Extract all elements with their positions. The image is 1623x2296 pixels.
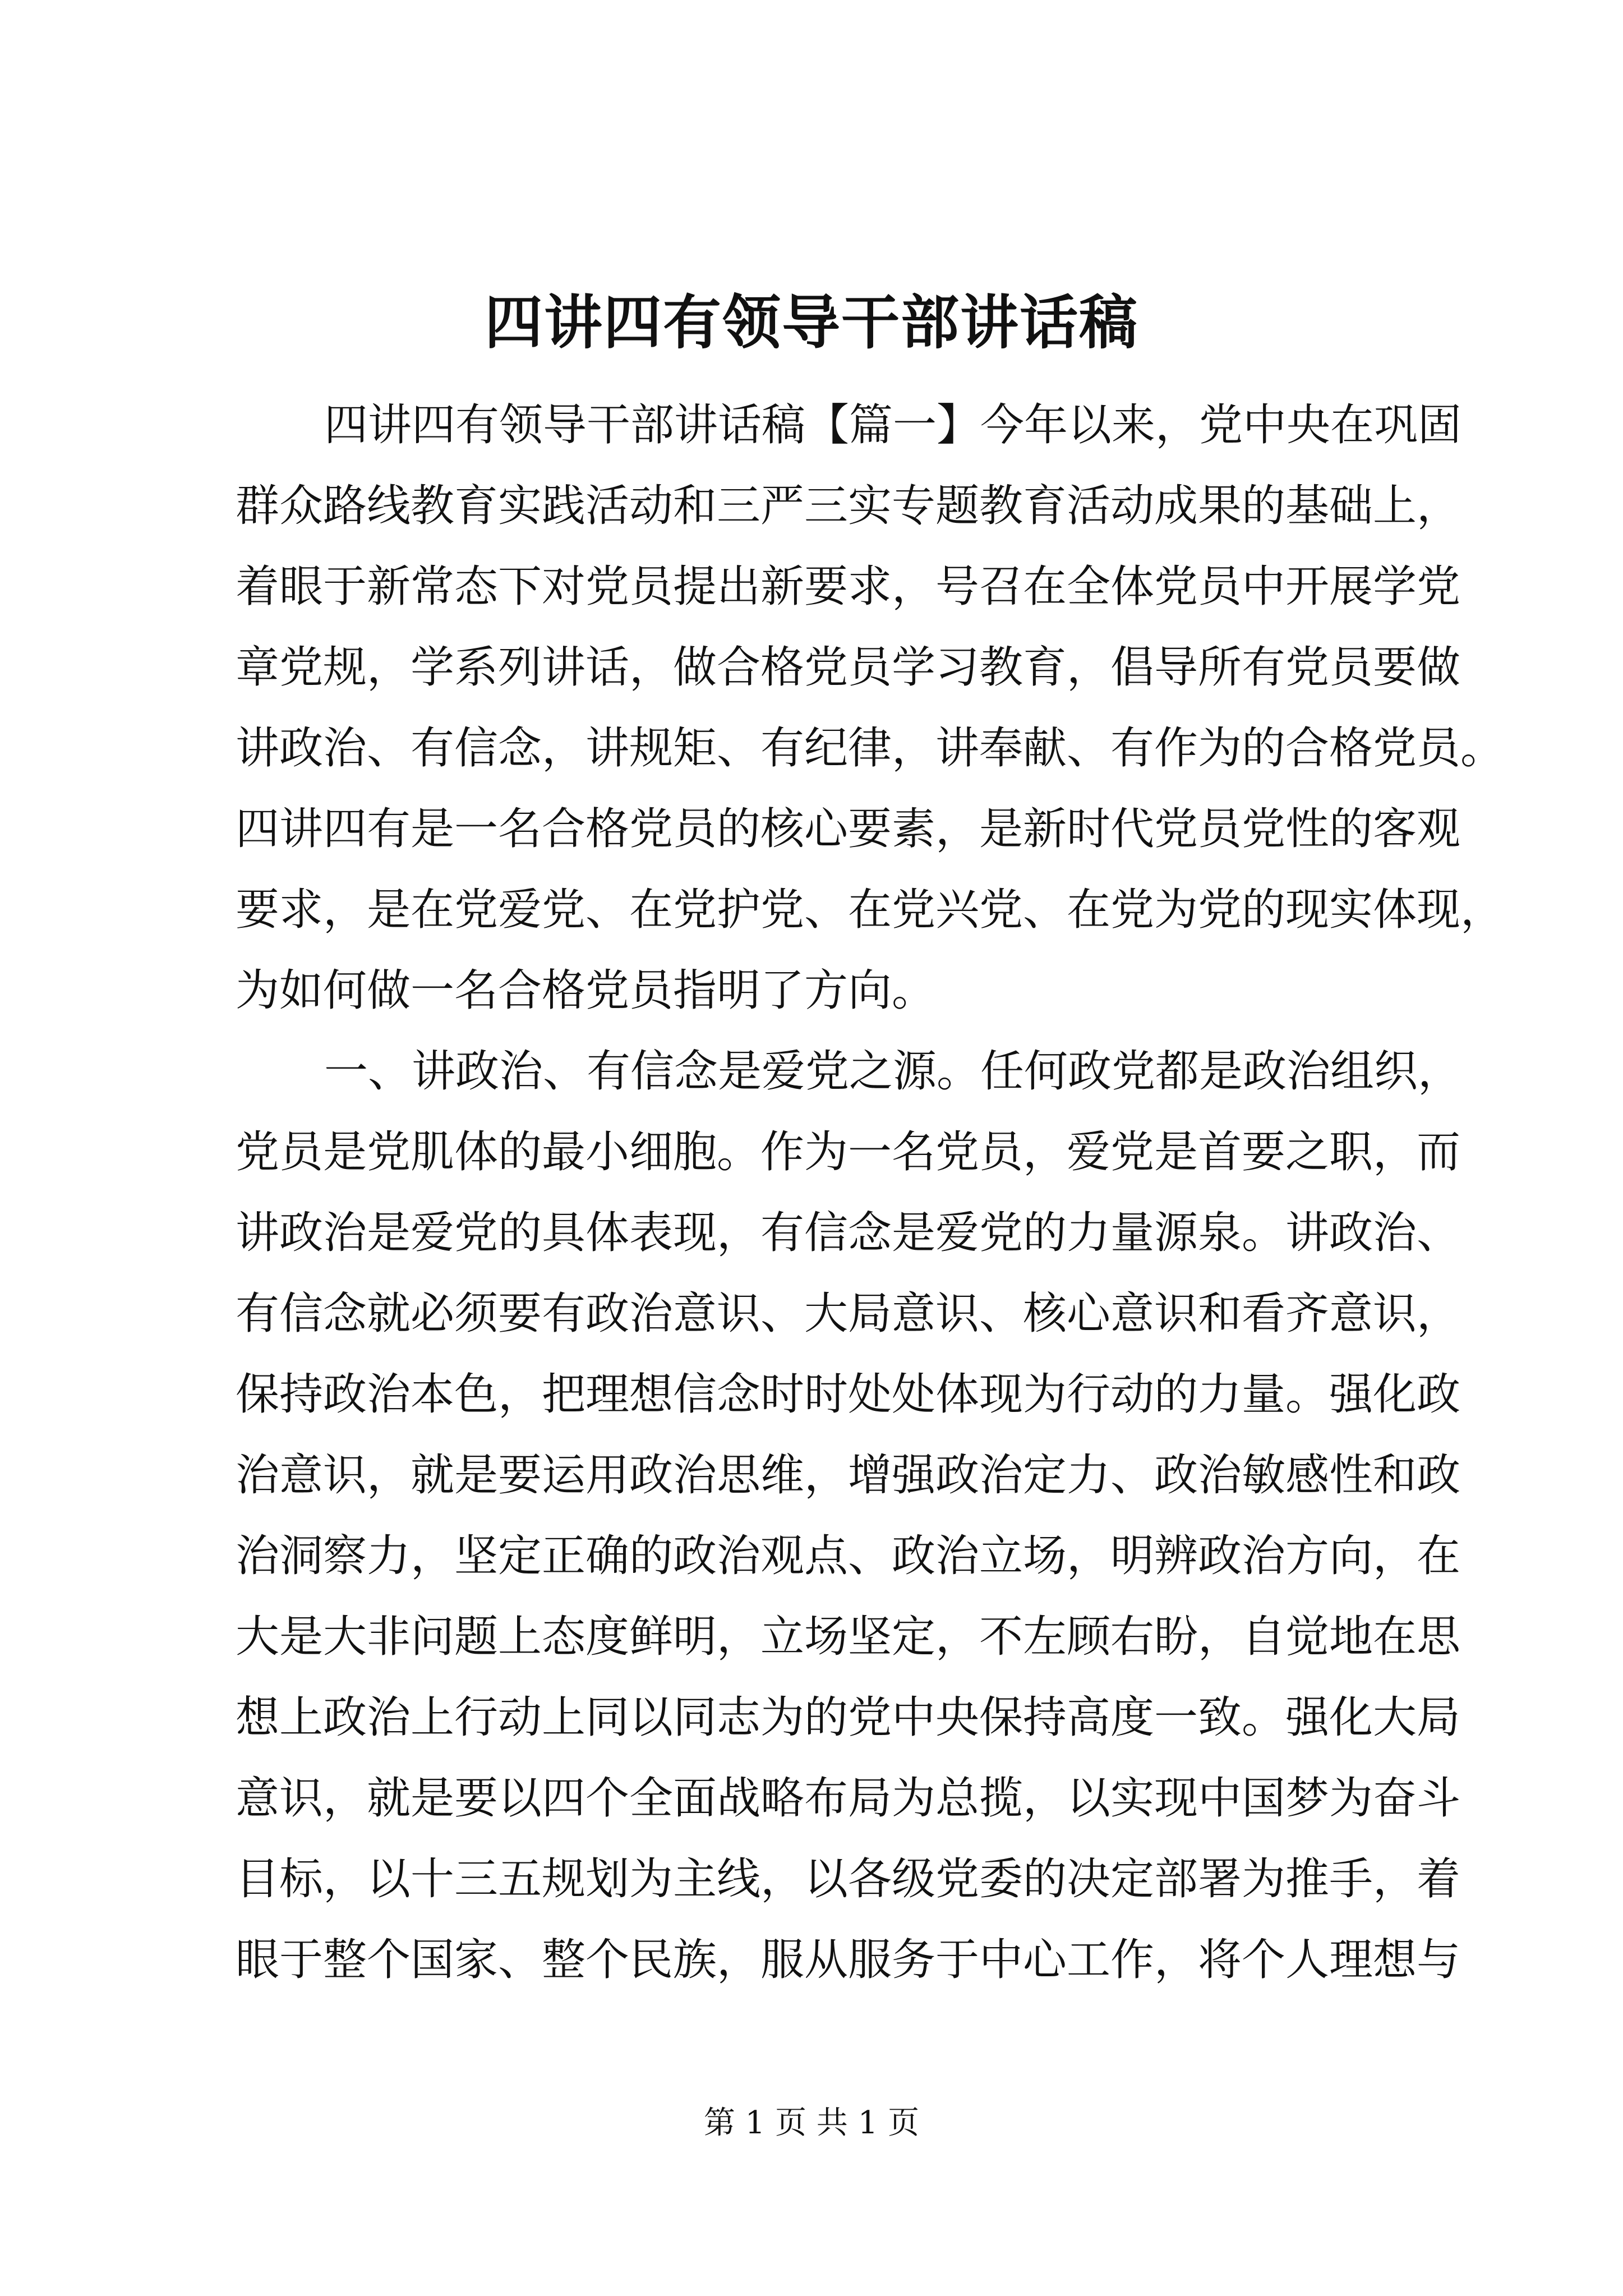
paragraph-line: 眼于整个国家、整个民族，服从服务于中心工作，将个人理想与	[236, 1935, 1461, 1985]
paragraph-line: 为如何做一名合格党员指明了方向。	[236, 965, 936, 1016]
paragraph-line: 意识，就是要以四个全面战略布局为总揽，以实现中国梦为奋斗	[236, 1773, 1461, 1824]
paragraph-line: 想上政治上行动上同以同志为的党中央保持高度一致。强化大局	[236, 1692, 1461, 1743]
paragraph-line: 群众路线教育实践活动和三严三实专题教育活动成果的基础上，	[236, 481, 1461, 531]
document-title: 四讲四有领导干部讲话稿	[484, 288, 1138, 357]
paragraph-line: 讲政治、有信念，讲规矩、有纪律，讲奉献、有作为的合格党员。	[236, 723, 1505, 774]
paragraph-line: 四讲四有领导干部讲话稿【篇一】今年以来，党中央在巩固	[324, 400, 1462, 450]
paragraph-line: 党员是党肌体的最小细胞。作为一名党员，爱党是首要之职，而	[236, 1127, 1461, 1177]
paragraph-line: 保持政治本色，把理想信念时时处处体现为行动的力量。强化政	[236, 1369, 1461, 1420]
paragraph-line: 有信念就必须要有政治意识、大局意识、核心意识和看齐意识，	[236, 1289, 1461, 1339]
paragraph-line: 治意识，就是要运用政治思维，增强政治定力、政治敏感性和政	[236, 1450, 1461, 1501]
paragraph-line: 着眼于新常态下对党员提出新要求，号召在全体党员中开展学党	[236, 562, 1461, 612]
paragraph-line: 讲政治是爱党的具体表现，有信念是爱党的力量源泉。讲政治、	[236, 1208, 1461, 1258]
paragraph-line: 章党规，学系列讲话，做合格党员学习教育，倡导所有党员要做	[236, 642, 1461, 693]
paragraph-line: 治洞察力，坚定正确的政治观点、政治立场，明辨政治方向，在	[236, 1531, 1461, 1581]
paragraph-1	[236, 385, 1505, 1031]
paragraph-line: 一、讲政治、有信念是爱党之源。任何政党都是政治组织，	[324, 1046, 1462, 1097]
page-number-footer: 第 1 页 共 1 页	[703, 2105, 920, 2141]
paragraph-2	[236, 1031, 1462, 2000]
paragraph-line: 大是大非问题上态度鲜明，立场坚定，不左顾右盼，自觉地在思	[236, 1612, 1461, 1662]
paragraph-line: 四讲四有是一名合格党员的核心要素，是新时代党员党性的客观	[236, 804, 1461, 854]
paragraph-line: 目标，以十三五规划为主线，以各级党委的决定部署为推手，着	[236, 1854, 1461, 1904]
document-body	[236, 385, 1505, 2000]
paragraph-line: 要求，是在党爱党、在党护党、在党兴党、在党为党的现实体现，	[236, 885, 1505, 935]
